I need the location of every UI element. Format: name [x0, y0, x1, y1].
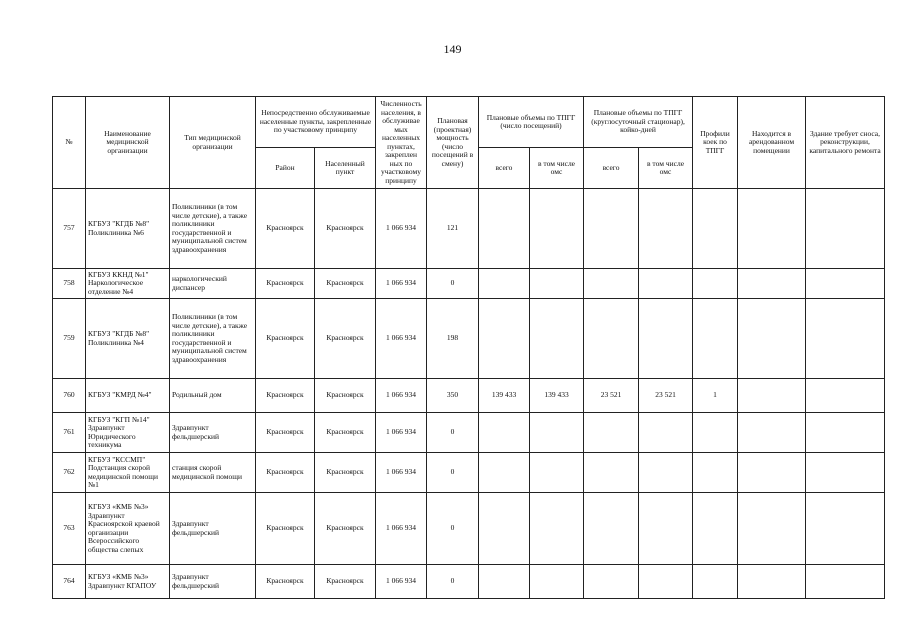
- settlement-cell: Красноярск: [315, 299, 376, 379]
- rented-cell: [738, 565, 806, 599]
- beds-total-cell: [584, 413, 639, 453]
- settlement-cell: Красноярск: [315, 493, 376, 565]
- row-number: 759: [53, 299, 86, 379]
- header-num: №: [53, 97, 86, 189]
- table-row: [53, 189, 885, 269]
- visits-total-cell: [479, 413, 530, 453]
- org-type-cell: наркологический диспансер: [170, 269, 256, 299]
- district-cell: Красноярск: [256, 269, 315, 299]
- repair-cell: [806, 299, 885, 379]
- beds-oms-cell: [639, 493, 693, 565]
- row-number: 763: [53, 493, 86, 565]
- population-cell: 1 066 934: [376, 453, 427, 493]
- repair-cell: [806, 453, 885, 493]
- header-tpgg-stationary: Плановые объемы по ТПГГ (круглосуточный стационар), койко-дней: [584, 97, 693, 148]
- population-cell: 1 066 934: [376, 189, 427, 269]
- row-number: 764: [53, 565, 86, 599]
- repair-cell: [806, 269, 885, 299]
- population-cell: 1 066 934: [376, 299, 427, 379]
- repair-cell: [806, 413, 885, 453]
- org-name-cell: КГБУЗ "КССМП" Подстанция скорой медицинской помощи №1: [86, 453, 170, 493]
- org-type-cell: Поликлиники (в том числе детские), а также поликлиники государственной и муниципальной систем здравоохранения: [170, 299, 256, 379]
- rented-cell: [738, 189, 806, 269]
- table-row: [53, 453, 885, 493]
- row-number: 757: [53, 189, 86, 269]
- settlement-cell: Красноярск: [315, 565, 376, 599]
- settlement-cell: Красноярск: [315, 453, 376, 493]
- header-visits-oms: в том числе омс: [530, 148, 584, 189]
- population-cell: 1 066 934: [376, 379, 427, 413]
- beds-total-cell: [584, 269, 639, 299]
- population-cell: 1 066 934: [376, 269, 427, 299]
- header-served-settlements: Непосредственно обслуживаемые населенные пункты, закрепленные по участковому принципу: [256, 97, 376, 148]
- capacity-cell: 0: [427, 565, 479, 599]
- header-settlement: Населенный пункт: [315, 148, 376, 189]
- beds-total-cell: [584, 453, 639, 493]
- header-district: Район: [256, 148, 315, 189]
- district-cell: Красноярск: [256, 413, 315, 453]
- org-type-cell: Родильный дом: [170, 379, 256, 413]
- org-type-cell: Здравпункт фельдшерский: [170, 565, 256, 599]
- capacity-cell: 0: [427, 493, 479, 565]
- visits-total-cell: [479, 189, 530, 269]
- bed-profiles-cell: [693, 565, 738, 599]
- bed-profiles-cell: [693, 189, 738, 269]
- row-number: 761: [53, 413, 86, 453]
- table-row: [53, 299, 885, 379]
- visits-oms-cell: [530, 189, 584, 269]
- header-capacity: Плановая (проектная) мощность (число посещений в смену): [427, 97, 479, 189]
- beds-total-cell: [584, 189, 639, 269]
- capacity-cell: 0: [427, 269, 479, 299]
- beds-oms-cell: [639, 299, 693, 379]
- header-rented: Находится в арендованном помещении: [738, 97, 806, 189]
- header-beds-total: всего: [584, 148, 639, 189]
- org-name-cell: КГБУЗ «КМБ №3» Здравпункт КГАПОУ: [86, 565, 170, 599]
- capacity-cell: 0: [427, 413, 479, 453]
- rented-cell: [738, 269, 806, 299]
- org-type-cell: Здравпункт фельдшерский: [170, 413, 256, 453]
- table-row: [53, 379, 885, 413]
- beds-total-cell: [584, 493, 639, 565]
- beds-total-cell: [584, 299, 639, 379]
- org-name-cell: КГБУЗ "КМРД №4": [86, 379, 170, 413]
- bed-profiles-cell: [693, 453, 738, 493]
- district-cell: Красноярск: [256, 299, 315, 379]
- population-cell: 1 066 934: [376, 413, 427, 453]
- beds-oms-cell: [639, 413, 693, 453]
- rented-cell: [738, 379, 806, 413]
- header-population: Численность населения, в обслуживае мых населенных пунктах, закреплен ных по участковому принципу: [376, 97, 427, 189]
- repair-cell: [806, 493, 885, 565]
- district-cell: Красноярск: [256, 189, 315, 269]
- visits-total-cell: [479, 565, 530, 599]
- page-number: 149: [443, 42, 462, 56]
- settlement-cell: Красноярск: [315, 189, 376, 269]
- visits-total-cell: 139 433: [479, 379, 530, 413]
- org-name-cell: КГБУЗ "КГДБ №8" Поликлиника №6: [86, 189, 170, 269]
- population-cell: 1 066 934: [376, 565, 427, 599]
- visits-oms-cell: 139 433: [530, 379, 584, 413]
- visits-total-cell: [479, 269, 530, 299]
- beds-total-cell: 23 521: [584, 379, 639, 413]
- repair-cell: [806, 379, 885, 413]
- header-visits-total: всего: [479, 148, 530, 189]
- visits-oms-cell: [530, 413, 584, 453]
- header-tpgg-visits: Плановые объемы по ТПГГ (число посещений): [479, 97, 584, 148]
- visits-oms-cell: [530, 565, 584, 599]
- row-number: 758: [53, 269, 86, 299]
- district-cell: Красноярск: [256, 493, 315, 565]
- capacity-cell: 121: [427, 189, 479, 269]
- header-org-name: Наименование медицинской организации: [86, 97, 170, 189]
- row-number: 762: [53, 453, 86, 493]
- settlement-cell: Красноярск: [315, 413, 376, 453]
- population-cell: 1 066 934: [376, 493, 427, 565]
- table-row: [53, 565, 885, 599]
- visits-oms-cell: [530, 493, 584, 565]
- beds-total-cell: [584, 565, 639, 599]
- org-name-cell: КГБУЗ «КМБ №3» Здравпункт Красноярской краевой организации Всероссийского общества слепых: [86, 493, 170, 565]
- beds-oms-cell: [639, 453, 693, 493]
- district-cell: Красноярск: [256, 379, 315, 413]
- org-name-cell: КГБУЗ "КГДБ №8" Поликлиника №4: [86, 299, 170, 379]
- capacity-cell: 350: [427, 379, 479, 413]
- medical-organizations-table: [52, 96, 885, 599]
- header-bed-profiles: Профили коек по ТПГГ: [693, 97, 738, 189]
- rented-cell: [738, 299, 806, 379]
- repair-cell: [806, 189, 885, 269]
- settlement-cell: Красноярск: [315, 379, 376, 413]
- org-type-cell: Поликлиники (в том числе детские), а также поликлиники государственной и муниципальной систем здравоохранения: [170, 189, 256, 269]
- beds-oms-cell: [639, 565, 693, 599]
- capacity-cell: 198: [427, 299, 479, 379]
- visits-total-cell: [479, 493, 530, 565]
- org-type-cell: Здравпункт фельдшерский: [170, 493, 256, 565]
- table-row: [53, 413, 885, 453]
- bed-profiles-cell: [693, 413, 738, 453]
- rented-cell: [738, 413, 806, 453]
- org-type-cell: станция скорой медицинской помощи: [170, 453, 256, 493]
- row-number: 760: [53, 379, 86, 413]
- org-name-cell: КГБУЗ "КГП №14" Здравпункт Юридического техникума: [86, 413, 170, 453]
- table-row: [53, 493, 885, 565]
- bed-profiles-cell: [693, 299, 738, 379]
- visits-oms-cell: [530, 269, 584, 299]
- header-needs-repair: Здание требует сноса, реконструкции, капитального ремонта: [806, 97, 885, 189]
- visits-total-cell: [479, 299, 530, 379]
- bed-profiles-cell: [693, 269, 738, 299]
- beds-oms-cell: [639, 269, 693, 299]
- rented-cell: [738, 493, 806, 565]
- bed-profiles-cell: 1: [693, 379, 738, 413]
- settlement-cell: Красноярск: [315, 269, 376, 299]
- district-cell: Красноярск: [256, 453, 315, 493]
- table-row: [53, 269, 885, 299]
- visits-oms-cell: [530, 453, 584, 493]
- bed-profiles-cell: [693, 493, 738, 565]
- org-name-cell: КГБУЗ ККНД №1" Наркологическое отделение №4: [86, 269, 170, 299]
- visits-oms-cell: [530, 299, 584, 379]
- district-cell: Красноярск: [256, 565, 315, 599]
- visits-total-cell: [479, 453, 530, 493]
- repair-cell: [806, 565, 885, 599]
- rented-cell: [738, 453, 806, 493]
- beds-oms-cell: [639, 189, 693, 269]
- header-beds-oms: в том числе омс: [639, 148, 693, 189]
- header-org-type: Тип медицинской организации: [170, 97, 256, 189]
- beds-oms-cell: 23 521: [639, 379, 693, 413]
- capacity-cell: 0: [427, 453, 479, 493]
